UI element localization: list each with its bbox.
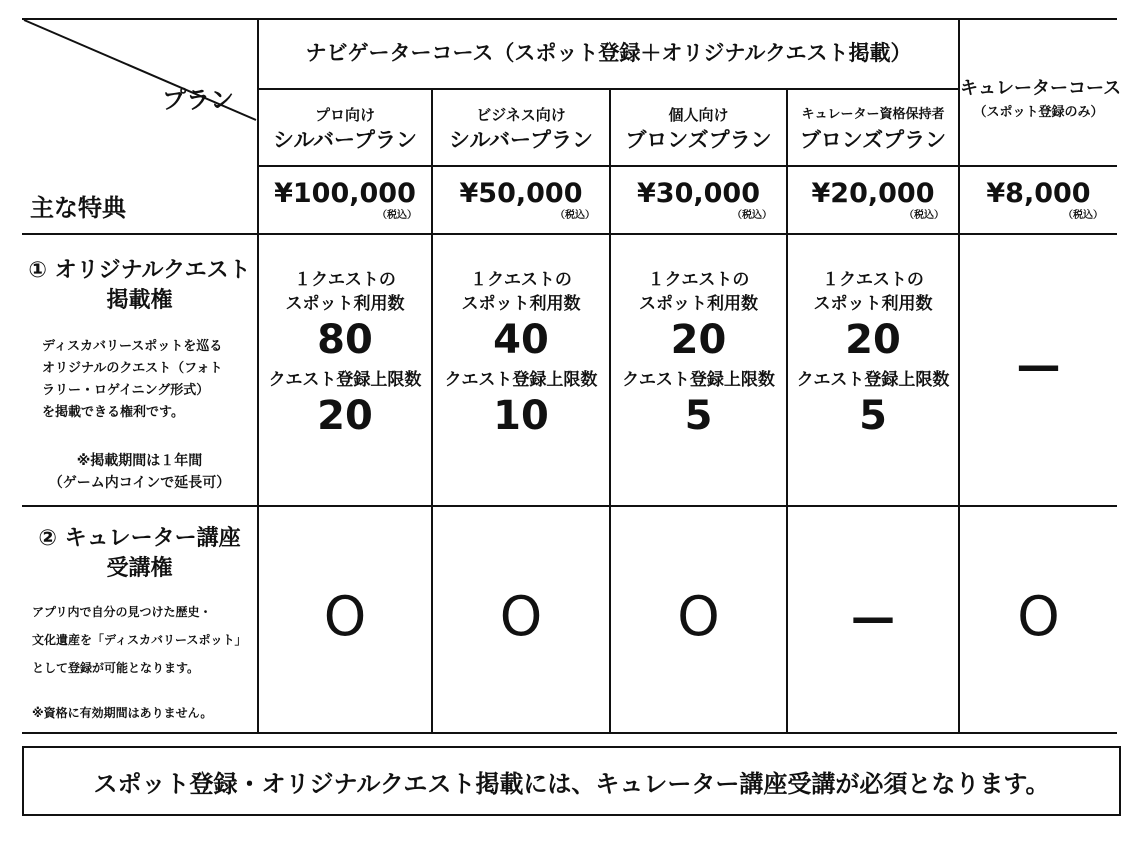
tax-note: （税込） — [732, 210, 772, 221]
price-cell — [259, 178, 431, 222]
quest-limit: 20 — [317, 393, 373, 439]
desc-line: を掲載できる権利です。 — [42, 405, 184, 420]
price: ¥50,000 — [459, 178, 583, 209]
benefit2-mark: O — [323, 585, 367, 648]
plan-audience: プロ向け — [314, 106, 375, 124]
spot-count: 80 — [317, 317, 373, 363]
footer-notice — [22, 746, 1121, 816]
spot-label: スポット利用数 — [285, 294, 405, 314]
benefit1-description — [42, 336, 222, 424]
benefit1-title-line2: 掲載権 — [106, 288, 173, 313]
grid-line — [22, 233, 1117, 235]
quest-limit: 5 — [859, 393, 887, 439]
curator-course-name: キュレーターコース — [960, 78, 1122, 99]
plan-audience: キュレーター資格保持者 — [801, 107, 945, 122]
benefit1-title-line1: ① オリジナルクエスト — [28, 258, 251, 283]
plan-header-pro — [259, 104, 431, 154]
spot-label: スポット利用数 — [813, 294, 933, 314]
benefit1-title — [22, 256, 257, 316]
spot-label: １クエストの — [294, 270, 396, 290]
plan-header-label: プラン — [162, 86, 234, 114]
footer-text: スポット登録・オリジナルクエスト掲載には、キュレーター講座受講が必須となります。 — [93, 769, 1050, 798]
navigator-course-title: ナビゲーターコース（スポット登録＋オリジナルクエスト掲載） — [305, 41, 912, 65]
quest-limit: 10 — [493, 393, 549, 439]
grid-line — [22, 732, 1117, 734]
desc-line: アプリ内で自分の見つけた歴史・ — [32, 605, 212, 619]
grid-line — [257, 165, 1117, 167]
price-cell — [433, 178, 609, 222]
price: ¥8,000 — [986, 178, 1091, 209]
benefit2-mark: O — [499, 585, 543, 648]
desc-line: 文化遺産を「ディスカバリースポット」 — [32, 633, 247, 647]
benefit2-title-line1: ② キュレーター講座 — [38, 526, 241, 551]
note-line: （ゲーム内コインで延長可） — [48, 475, 231, 491]
price: ¥20,000 — [811, 178, 935, 209]
plan-name: ブロンズプラン — [625, 128, 772, 152]
plan-header-curator-holder — [788, 104, 958, 154]
quest-label: クエスト登録上限数 — [622, 370, 775, 390]
benefit2-note: ※資格に有効期間はありません。 — [32, 706, 213, 720]
spot-count: 40 — [493, 317, 549, 363]
benefit2-mark: O — [677, 585, 720, 648]
benefit2-title-line2: 受講権 — [106, 556, 173, 581]
quest-limit: 5 — [684, 393, 713, 439]
benefit2-title — [22, 524, 257, 584]
curator-course-sub: （スポット登録のみ） — [973, 105, 1104, 120]
price-cell — [611, 178, 786, 222]
plan-audience: 個人向け — [668, 106, 729, 124]
benefit1-note — [22, 450, 257, 494]
desc-line: ラリー・ロゲイニング形式） — [42, 383, 210, 398]
spot-count: 20 — [670, 317, 727, 363]
quest-label: クエスト登録上限数 — [268, 370, 422, 390]
plan-name: ブロンズプラン — [799, 128, 947, 152]
benefit2-description — [32, 598, 246, 682]
tax-note: （税込） — [1063, 210, 1103, 221]
spot-label: スポット利用数 — [639, 294, 758, 314]
quest-label: クエスト登録上限数 — [796, 370, 950, 390]
benefit2-mark: O — [1017, 585, 1060, 648]
plan-name: シルバープラン — [449, 128, 593, 152]
grid-line — [22, 505, 1117, 507]
spot-label: １クエストの — [470, 270, 572, 290]
tax-note: （税込） — [377, 210, 417, 221]
price: ¥100,000 — [274, 178, 416, 209]
plan-header-business — [433, 104, 609, 154]
quest-label: クエスト登録上限数 — [444, 370, 598, 390]
benefit1-cell — [259, 268, 431, 440]
tax-note: （税込） — [904, 210, 944, 221]
plan-audience: ビジネス向け — [476, 106, 566, 124]
tax-note: （税込） — [555, 210, 595, 221]
note-line: ※掲載期間は１年間 — [76, 453, 203, 469]
benefit1-cell — [611, 268, 786, 440]
benefits-header-label: 主な特典 — [30, 194, 126, 222]
benefit1-curator-dash: — — [1016, 340, 1061, 391]
spot-count: 20 — [845, 317, 901, 363]
price: ¥30,000 — [637, 178, 760, 209]
curator-course-title — [960, 76, 1122, 124]
benefit2-mark: — — [851, 592, 895, 643]
spot-label: １クエストの — [647, 270, 750, 290]
grid-line — [257, 88, 958, 90]
grid-line — [22, 18, 1117, 20]
desc-line: オリジナルのクエスト（フォト — [42, 361, 223, 376]
benefit1-cell — [433, 268, 609, 440]
desc-line: ディスカバリースポットを巡る — [42, 339, 223, 354]
benefit1-cell — [788, 268, 958, 440]
price-cell — [960, 178, 1117, 222]
plan-header-personal — [611, 104, 786, 154]
plan-name: シルバープラン — [273, 128, 417, 152]
desc-line: として登録が可能となります。 — [32, 661, 200, 675]
spot-label: １クエストの — [822, 270, 924, 290]
spot-label: スポット利用数 — [461, 294, 581, 314]
price-cell — [788, 178, 958, 222]
